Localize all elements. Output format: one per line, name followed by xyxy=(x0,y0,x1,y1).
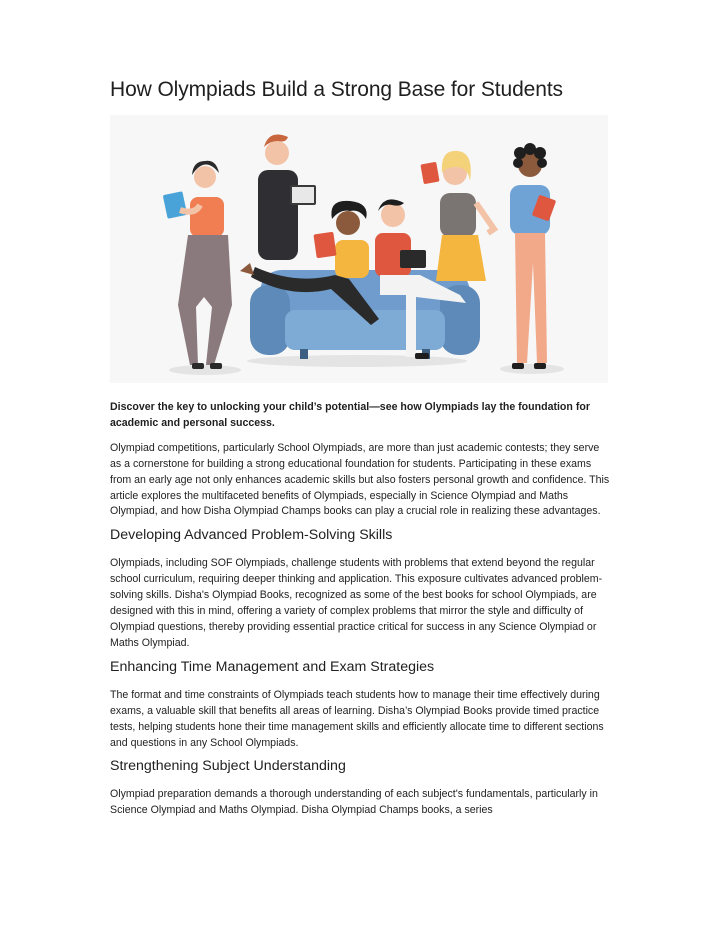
intro-paragraph: Olympiad competitions, particularly School Olympiads, are more than just academic contests; they serve as a cornerstone for building a strong educational foundation for students. Participating in these exams from an early age not only enhances academic skills but also fosters personal growth and confidence. This article explores the multifaceted benefits of Olympiads, especially in Science Olympiad and Maths Olympiad, and how Disha Olympiad Champs books can play a crucial role in realizing these advantages. xyxy=(110,441,610,518)
students-reading-illustration xyxy=(110,115,608,383)
man-with-red-book xyxy=(510,143,556,369)
lead-paragraph: Discover the key to unlocking your child’s potential—see how Olympiads lay the foundation for academic and personal success. xyxy=(110,401,590,429)
section-body-time-management: The format and time constraints of Olympiads teach students how to manage their time effectively during exams, a valuable skill that benefits all areas of learning. Disha’s Olympiad Books provide timed practice tests, helping students hone their time management skills and efficiently allocate time to different sections and questions in any School Olympiads. xyxy=(110,688,604,749)
section-body-subject-understanding: Olympiad preparation demands a thorough understanding of each subject's fundamentals, particularly in Science Olympiad and Maths Olympiad. Disha Olympiad Champs books, a series xyxy=(110,788,598,817)
section-body-problem-solving: Olympiads, including SOF Olympiads, challenge students with problems that extend beyond the regular school curriculum, requiring deeper thinking and application. This exposure cultivates advanced problem-solving skills. Disha's Olympiad Books, recognized as some of the best books for school Olympiads, are designed with this in mind, offering a variety of complex problems that mirror the style and difficulty of Olympiad questions, thereby providing essential practice critical for success in any Science Olympiad or Maths Olympiad. xyxy=(110,557,603,649)
section-heading-problem-solving: Developing Advanced Problem-Solving Skills xyxy=(110,527,393,544)
section-heading-subject-understanding: Strengthening Subject Understanding xyxy=(110,758,346,775)
man-with-dark-book xyxy=(258,135,316,260)
blonde-woman-with-book xyxy=(420,151,494,281)
article-body xyxy=(110,400,610,825)
article-title: How Olympiads Build a Strong Base for Students xyxy=(110,78,563,101)
woman-with-blue-book xyxy=(163,161,232,369)
section-heading-time-management: Enhancing Time Management and Exam Strategies xyxy=(110,658,435,675)
